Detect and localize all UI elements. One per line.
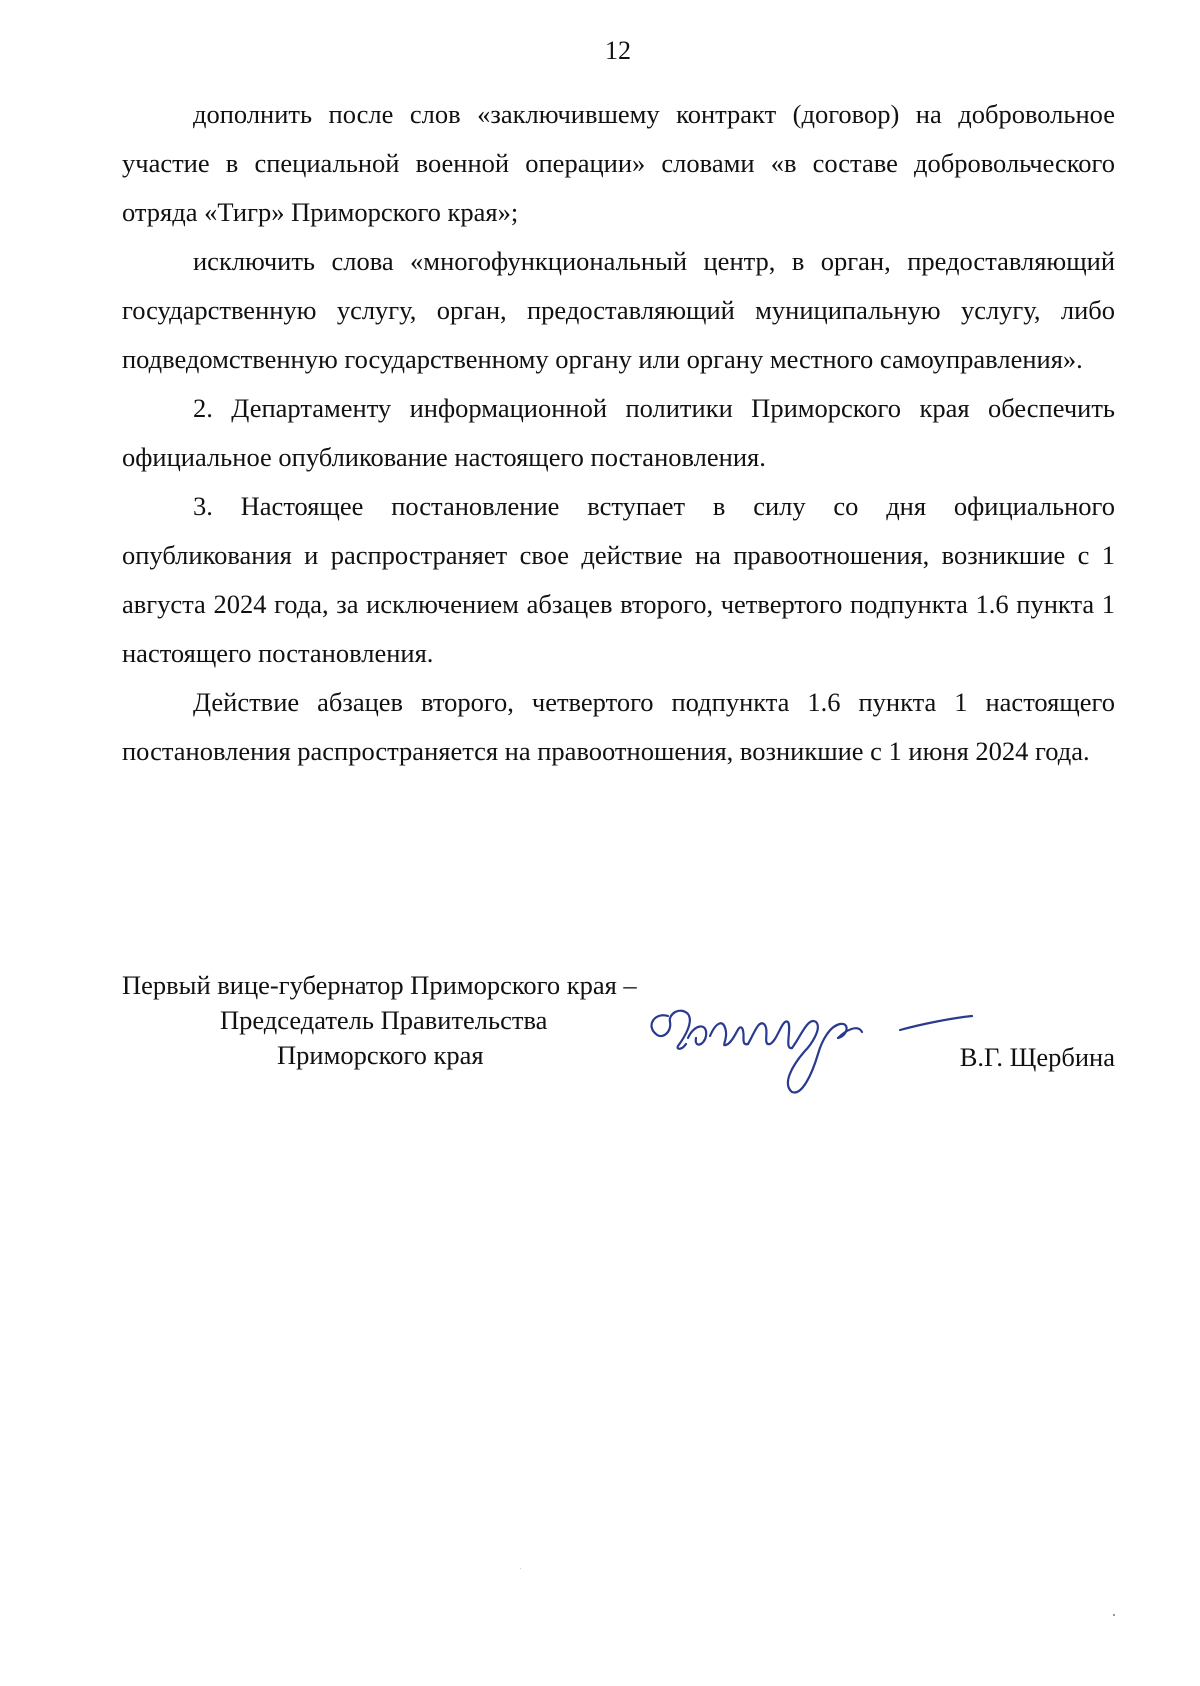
signatory-position-line-1: Первый вице-губернатор Приморского края –: [122, 970, 637, 1000]
paragraph-publication-order: 2. Департаменту информационной политики Приморского края обеспечить официальное опубликование настоящего постановления.: [122, 393, 1115, 472]
signatory-name: В.Г. Щербина: [959, 1042, 1115, 1072]
scan-speck: [1113, 1614, 1115, 1616]
scan-speck: [520, 1568, 521, 1569]
document-body: [122, 90, 1115, 776]
paragraph-amend-exclude-words: исключить слова «многофункциональный центр, в орган, предоставляющий государственную услугу, орган, предоставляющий муниципальную услугу, либо подведомственную государственному органу или органу местного самоуправления».: [122, 246, 1115, 374]
signature-block: [122, 968, 1115, 1098]
signatory-position-line-2: Председатель Правительства: [220, 1005, 548, 1035]
signatory-position-line-3: Приморского края: [277, 1040, 484, 1070]
page-number: 12: [605, 36, 631, 65]
paragraph-effect-of-paragraphs: Действие абзацев второго, четвертого подпункта 1.6 пункта 1 настоящего постановления распространяется на правоотношения, возникшие с 1 июня 2024 года.: [122, 687, 1115, 766]
paragraph-entry-into-force: 3. Настоящее постановление вступает в силу со дня официального опубликования и распространяет свое действие на правоотношения, возникшие с 1 августа 2024 года, за исключением абзацев второго, четвертого подпункта 1.6 пункта 1 настоящего постановления.: [122, 491, 1115, 668]
paragraph-amend-add-words: дополнить после слов «заключившему контракт (договор) на добровольное участие в специальной военной операции» словами «в составе добровольческого отряда «Тигр» Приморского края»;: [122, 99, 1115, 227]
